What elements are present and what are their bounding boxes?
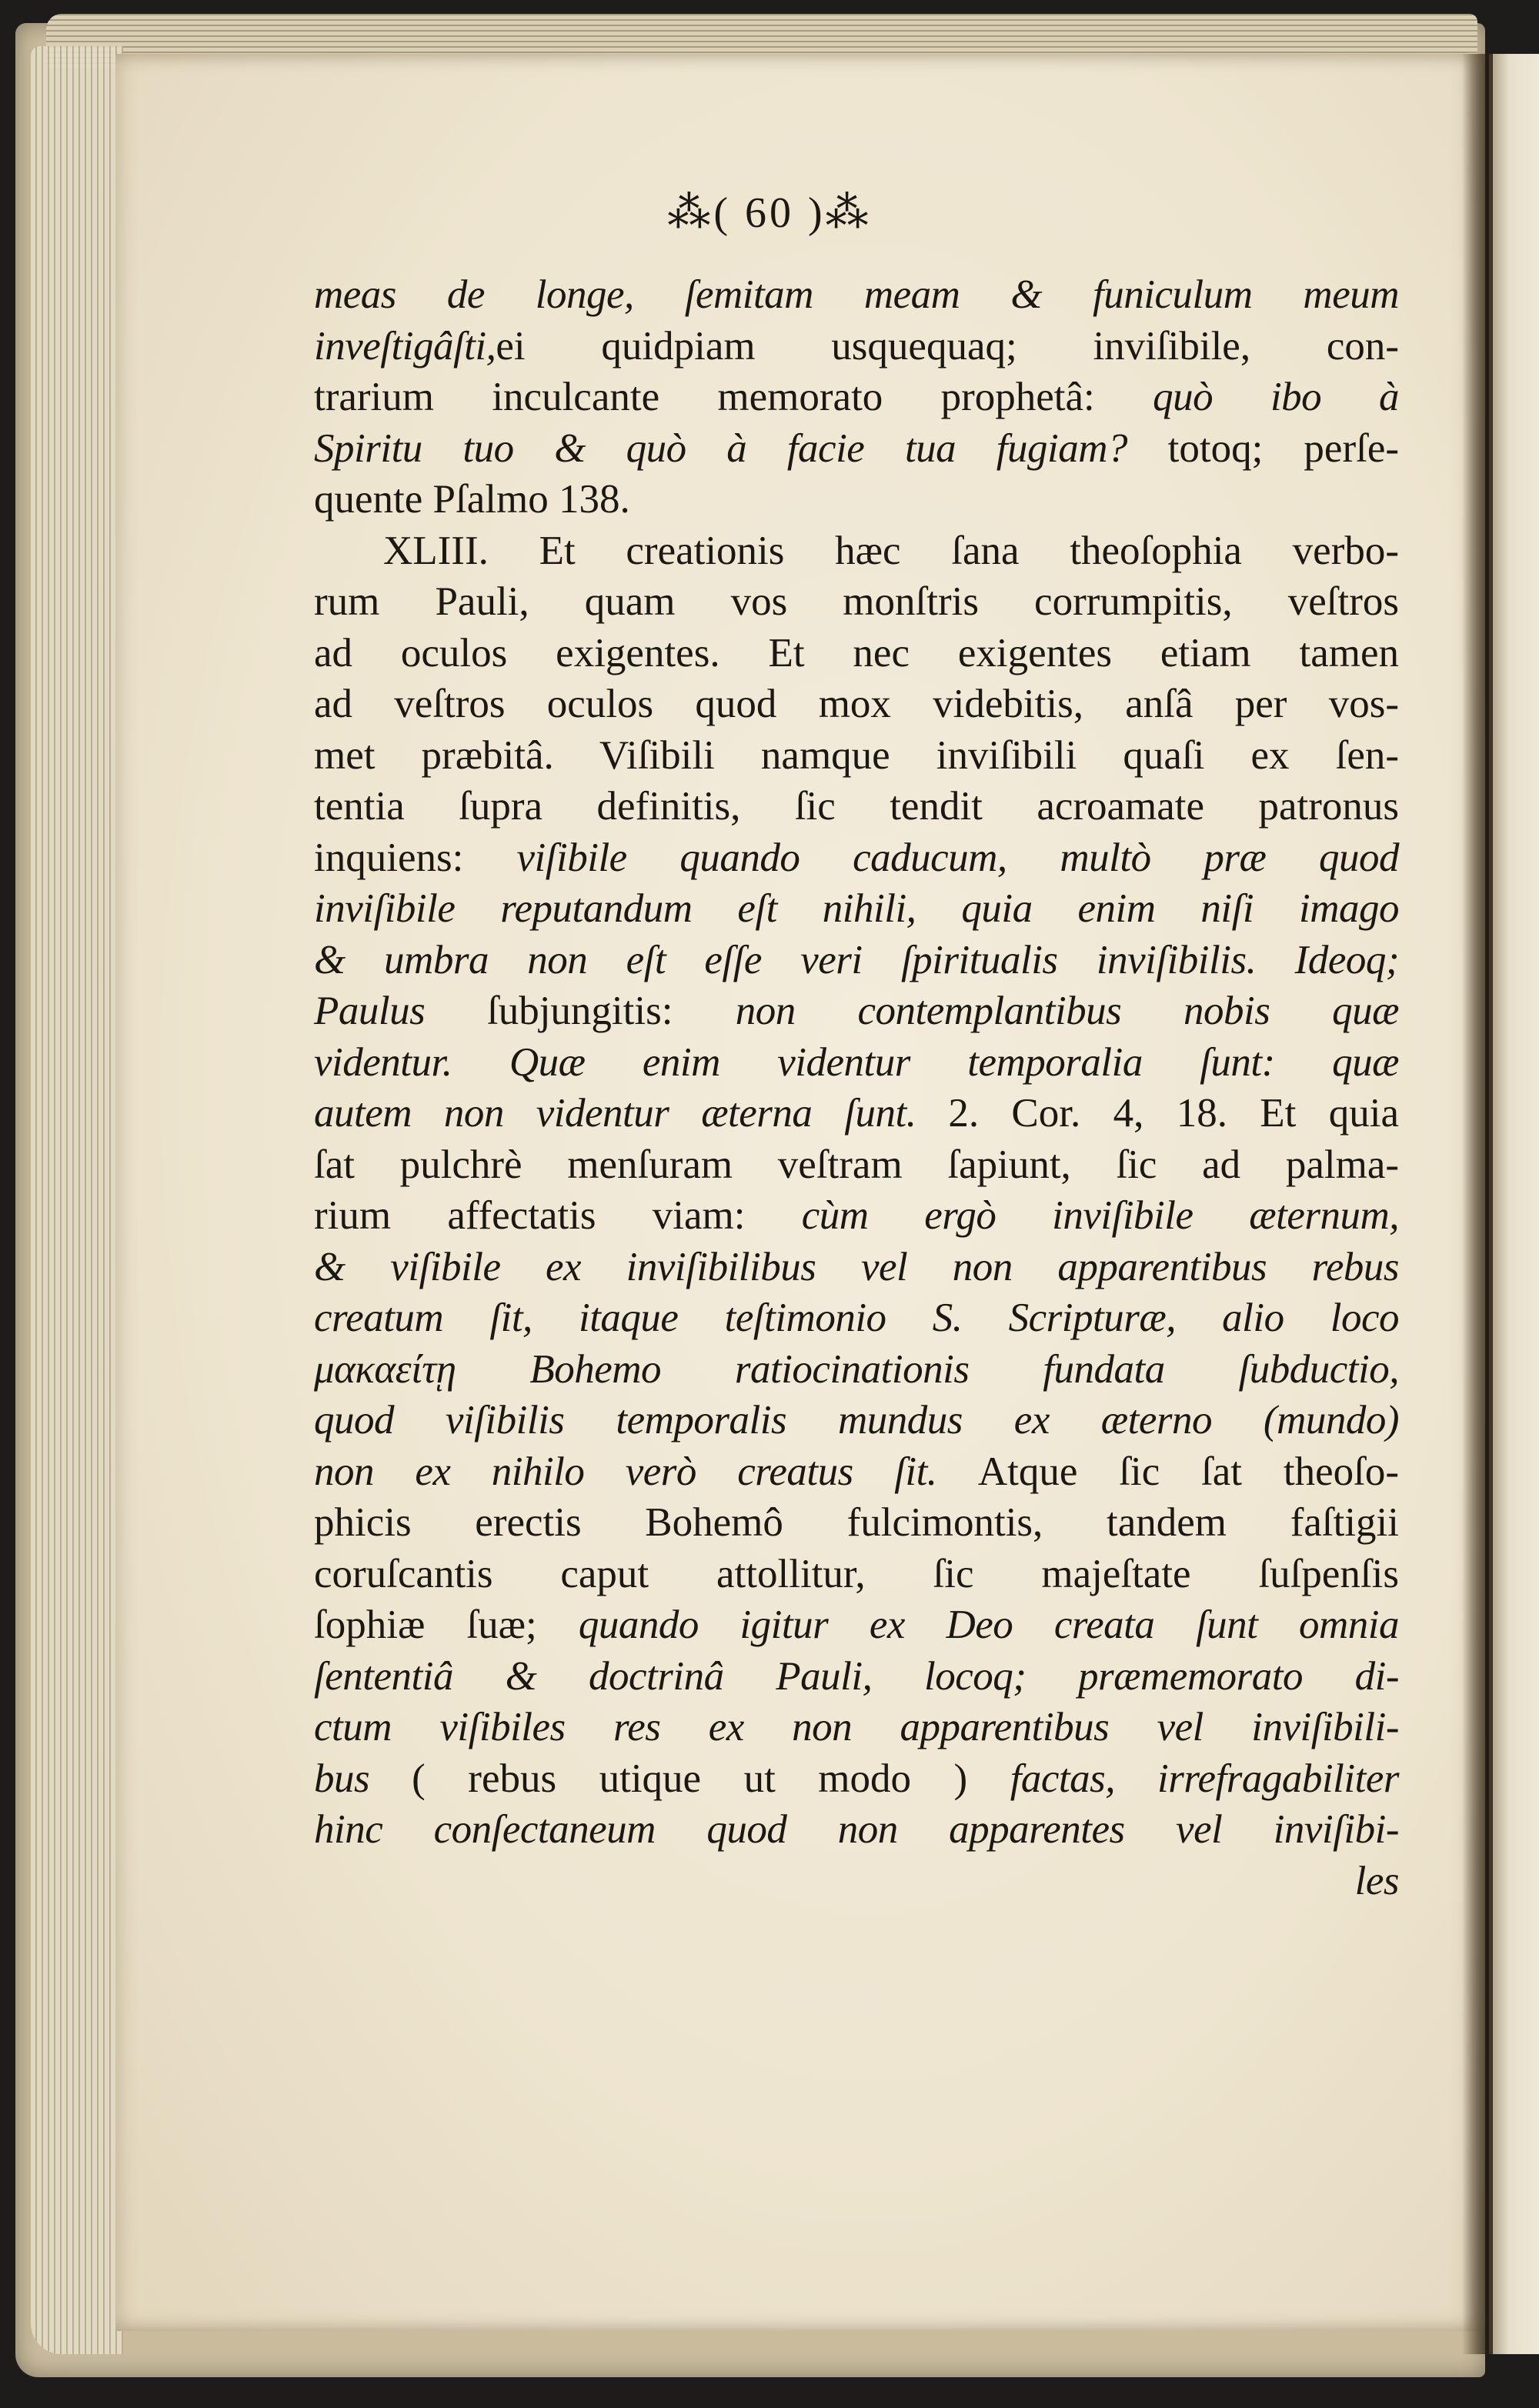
roman-text-run: ſubjungitis:	[486, 989, 736, 1033]
text-line	[314, 1651, 1399, 1703]
text-line	[314, 986, 1399, 1037]
text-line	[314, 269, 1399, 321]
italic-text-run: quò ibo à	[1153, 375, 1399, 419]
text-line	[314, 1753, 1399, 1805]
italic-text-run: videntur. Quæ enim videntur temporalia ſunt: quæ	[314, 1039, 1399, 1085]
italic-text-run: non ex nihilo verò creatus ſit.	[314, 1449, 978, 1494]
text-line	[314, 423, 1399, 475]
italic-text-run: & viſibile ex inviſibilibus vel non apparentibus rebus	[314, 1244, 1399, 1289]
roman-text-run: coruſcantis caput attollitur, ſic majeſtate ſuſpenſis	[314, 1551, 1399, 1596]
italic-text-run: μακαείτῃ Bohemo ratiocinationis fundata ſubductio,	[314, 1346, 1399, 1392]
text-line	[314, 1702, 1399, 1753]
text-line	[314, 1292, 1399, 1344]
roman-text-run: phicis erectis Bohemô fulcimontis, tandem faſtigii	[314, 1500, 1399, 1545]
roman-text-run: met præbitâ. Viſibili namque inviſibili quaſi ex ſen-	[314, 732, 1399, 778]
roman-text-run: totoq; perſe-	[1167, 425, 1400, 471]
body-text	[314, 269, 1399, 1906]
roman-text-run: ad veſtros oculos quod mox videbitis, anſâ per vos-	[314, 682, 1399, 726]
text-line	[314, 1037, 1399, 1089]
text-line	[314, 1395, 1399, 1446]
text-line	[314, 730, 1399, 782]
italic-text-run: ctum viſibiles res ex non apparentibus vel inviſibili-	[314, 1705, 1399, 1749]
text-line	[314, 525, 1399, 577]
roman-text-run: XLIII. Et creationis hæc ſana theoſophia verbo-	[383, 528, 1399, 573]
roman-text-run: ei quidpiam usquequaq; inviſibile, con-	[496, 323, 1399, 369]
italic-text-run: inviſibile reputandum eſt nihili, quia enim niſi imago	[314, 886, 1399, 931]
roman-text-run: rium affectatis viam:	[314, 1193, 802, 1238]
facing-page-edge	[1489, 54, 1539, 2354]
italic-text-run: non contemplantibus nobis quæ	[735, 989, 1399, 1033]
text-line	[314, 781, 1399, 832]
italic-text-run: quando igitur ex Deo creata ſunt omnia	[578, 1603, 1400, 1647]
roman-text-run: inquiens:	[314, 835, 517, 880]
roman-text-run: Atque ſic ſat theoſo-	[977, 1449, 1399, 1494]
text-line	[314, 1088, 1399, 1139]
italic-text-run: Paulus	[314, 989, 487, 1033]
roman-text-run: trarium inculcante memorato prophetâ:	[314, 375, 1153, 419]
text-line	[314, 1804, 1399, 1856]
italic-text-run: viſibile quando caducum, multò præ quod	[516, 835, 1399, 880]
italic-text-run: hinc conſectaneum quod non apparentes vel inviſibi-	[314, 1807, 1399, 1852]
text-line	[314, 321, 1399, 372]
text-line	[314, 372, 1399, 423]
text-line	[314, 576, 1399, 628]
italic-text-run: creatum ſit, itaque teſtimonio S. Scripturæ, alio loco	[314, 1296, 1399, 1340]
text-line	[314, 474, 1399, 525]
italic-text-run: autem non videntur æterna ſunt.	[314, 1091, 949, 1136]
italic-text-run: les	[1354, 1858, 1399, 1903]
left-page-edges	[31, 46, 123, 2354]
text-line	[314, 1139, 1399, 1191]
page-gutter-shadow	[1462, 54, 1493, 2354]
text-line	[314, 832, 1399, 884]
text-line	[314, 883, 1399, 935]
text-line	[314, 1344, 1399, 1396]
italic-text-run: ſententiâ & doctrinâ Pauli, locoq; præmemorato di-	[314, 1653, 1399, 1699]
text-line	[314, 1190, 1399, 1242]
text-line	[314, 1549, 1399, 1600]
italic-text-run: bus	[314, 1756, 412, 1801]
italic-text-run: quod viſibilis temporalis mundus ex æterno (mundo)	[314, 1398, 1399, 1442]
roman-text-run: 2. Cor. 4, 18. Et quia	[948, 1091, 1399, 1136]
text-line	[314, 935, 1399, 986]
italic-text-run: cùm ergò inviſibile æternum,	[801, 1193, 1399, 1238]
roman-text-run: tentia ſupra definitis, ſic tendit acroamate patronus	[314, 784, 1399, 829]
roman-text-run: ( rebus utique ut modo )	[412, 1756, 1010, 1801]
roman-text-run: ſat pulchrè menſuram veſtram ſapiunt, ſic ad palma-	[314, 1142, 1399, 1187]
text-line	[314, 1497, 1399, 1549]
text-line	[314, 1446, 1399, 1498]
italic-text-run: & umbra non eſt eſſe veri ſpiritualis inviſibilis. Ideoq;	[314, 937, 1399, 982]
text-line	[314, 1856, 1399, 1907]
text-line	[314, 628, 1399, 679]
roman-text-run: ad oculos exigentes. Et nec exigentes etiam tamen	[314, 630, 1399, 675]
italic-text-run: meas de longe, ſemitam meam & funiculum meum	[314, 272, 1399, 317]
text-line	[314, 1242, 1399, 1293]
text-line	[314, 679, 1399, 730]
italic-text-run: factas, irrefragabiliter	[1010, 1756, 1399, 1801]
page-number-header: ⁂( 60 )⁂	[667, 189, 872, 237]
roman-text-run: quente Pſalmo 138.	[314, 477, 630, 522]
roman-text-run: ſophiæ ſuæ;	[314, 1603, 579, 1647]
roman-text-run: rum Pauli, quam vos monſtris corrumpitis, veſtros	[314, 579, 1399, 624]
italic-text-run: Spiritu tuo & quò à facie tua fugiam?	[314, 425, 1168, 471]
text-line	[314, 1599, 1399, 1651]
italic-text-run: inveſtigâſti,	[314, 323, 496, 369]
